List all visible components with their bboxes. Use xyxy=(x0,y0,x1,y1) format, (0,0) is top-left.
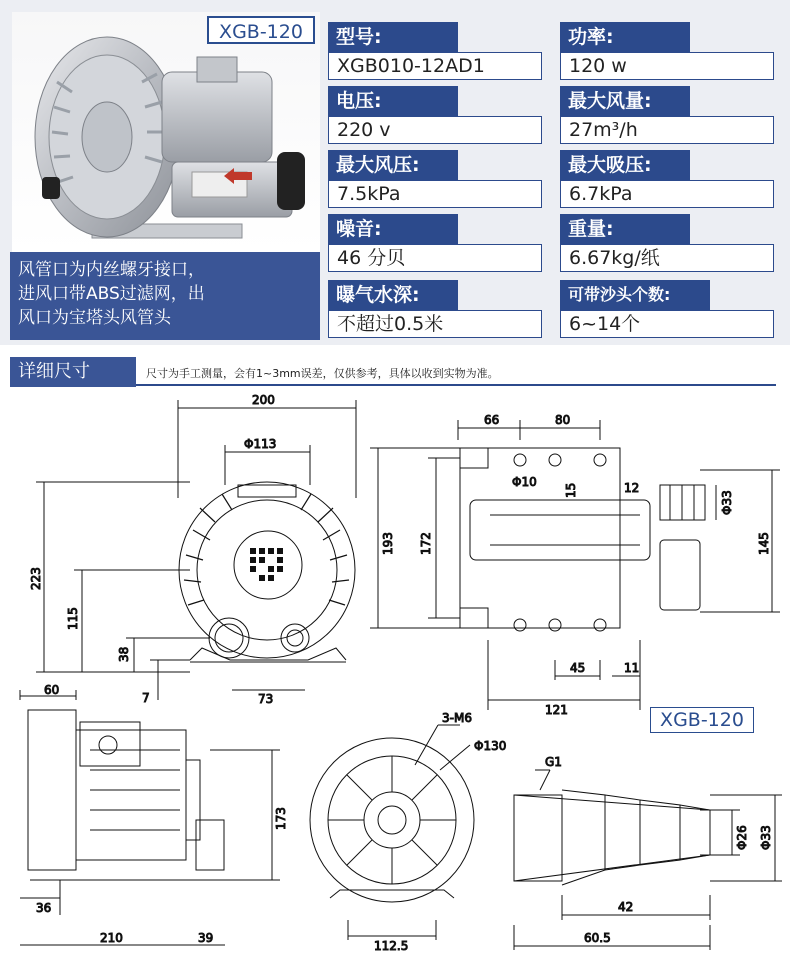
dim-80: 80 xyxy=(555,413,571,427)
dim-g1: G1 xyxy=(545,755,562,769)
dim-39: 39 xyxy=(198,931,214,945)
spec-label: 电压: xyxy=(328,86,458,116)
dim-112-5: 112.5 xyxy=(374,939,409,953)
dim-223: 223 xyxy=(29,567,43,590)
spec-value: 6~14个 xyxy=(560,310,774,338)
dim-60-5: 60.5 xyxy=(584,931,611,945)
dim-121: 121 xyxy=(545,703,568,717)
dim-66: 66 xyxy=(484,413,500,427)
section-title: 详细尺寸 xyxy=(10,357,136,387)
dim-phi130: Φ130 xyxy=(474,739,507,753)
hose-barb-view xyxy=(514,770,782,950)
dim-45: 45 xyxy=(570,661,586,675)
dim-73: 73 xyxy=(258,692,274,706)
model-tag: XGB-120 xyxy=(207,16,315,44)
dim-36: 36 xyxy=(36,901,52,915)
spec-label: 最大风量: xyxy=(560,86,690,116)
drawing-model-tag: XGB-120 xyxy=(650,707,754,733)
description-line: 进风口带ABS过滤网，出 xyxy=(18,284,205,304)
dim-200: 200 xyxy=(252,393,275,407)
spec-value: 220 v xyxy=(328,116,542,144)
spec-label: 重量: xyxy=(560,214,690,244)
spec-value: 120 w xyxy=(560,52,774,80)
side-view-motor xyxy=(20,690,280,945)
description-line: 风口为宝塔头风管头 xyxy=(18,308,171,328)
impeller-front-view xyxy=(310,725,474,940)
dim-phi26: Φ26 xyxy=(735,825,749,850)
section-note: 尺寸为手工测量，会有1~3mm误差，仅供参考，具体以收到实物为准。 xyxy=(146,367,499,380)
spec-value: 6.7kPa xyxy=(560,180,774,208)
spec-label: 曝气水深: xyxy=(328,280,458,310)
dim-12: 12 xyxy=(624,481,640,495)
dim-172: 172 xyxy=(419,532,433,555)
dim-3-m6: 3-M6 xyxy=(442,711,472,725)
front-view xyxy=(36,400,356,700)
dim-11: 11 xyxy=(624,661,640,675)
dim-193: 193 xyxy=(381,532,395,555)
dim-42: 42 xyxy=(618,900,634,914)
dim-7: 7 xyxy=(142,691,150,705)
dim-phi33-barb: Φ33 xyxy=(759,825,773,850)
spec-label: 最大风压: xyxy=(328,150,458,180)
dim-115: 115 xyxy=(66,607,80,630)
spec-label: 功率: xyxy=(560,22,690,52)
dim-210: 210 xyxy=(100,931,123,945)
dim-173: 173 xyxy=(274,807,288,830)
spec-label: 可带沙头个数: xyxy=(560,280,710,310)
spec-value: 7.5kPa xyxy=(328,180,542,208)
spec-value: 27m³/h xyxy=(560,116,774,144)
spec-label: 最大吸压: xyxy=(560,150,690,180)
dim-15: 15 xyxy=(564,482,578,498)
spec-label: 噪音: xyxy=(328,214,458,244)
spec-value: XGB010-12AD1 xyxy=(328,52,542,80)
spec-label: 型号: xyxy=(328,22,458,52)
dim-phi10: Φ10 xyxy=(512,475,537,489)
dim-60: 60 xyxy=(44,683,60,697)
description-line: 风管口为内丝螺牙接口， xyxy=(18,260,205,280)
dim-phi33: Φ33 xyxy=(720,490,734,515)
spec-value: 6.67kg/纸 xyxy=(560,244,774,272)
spec-value: 46 分贝 xyxy=(328,244,542,272)
dim-38: 38 xyxy=(117,646,131,662)
spec-value: 不超过0.5米 xyxy=(328,310,542,338)
dim-145: 145 xyxy=(757,532,771,555)
dim-phi113: Φ113 xyxy=(244,437,277,451)
